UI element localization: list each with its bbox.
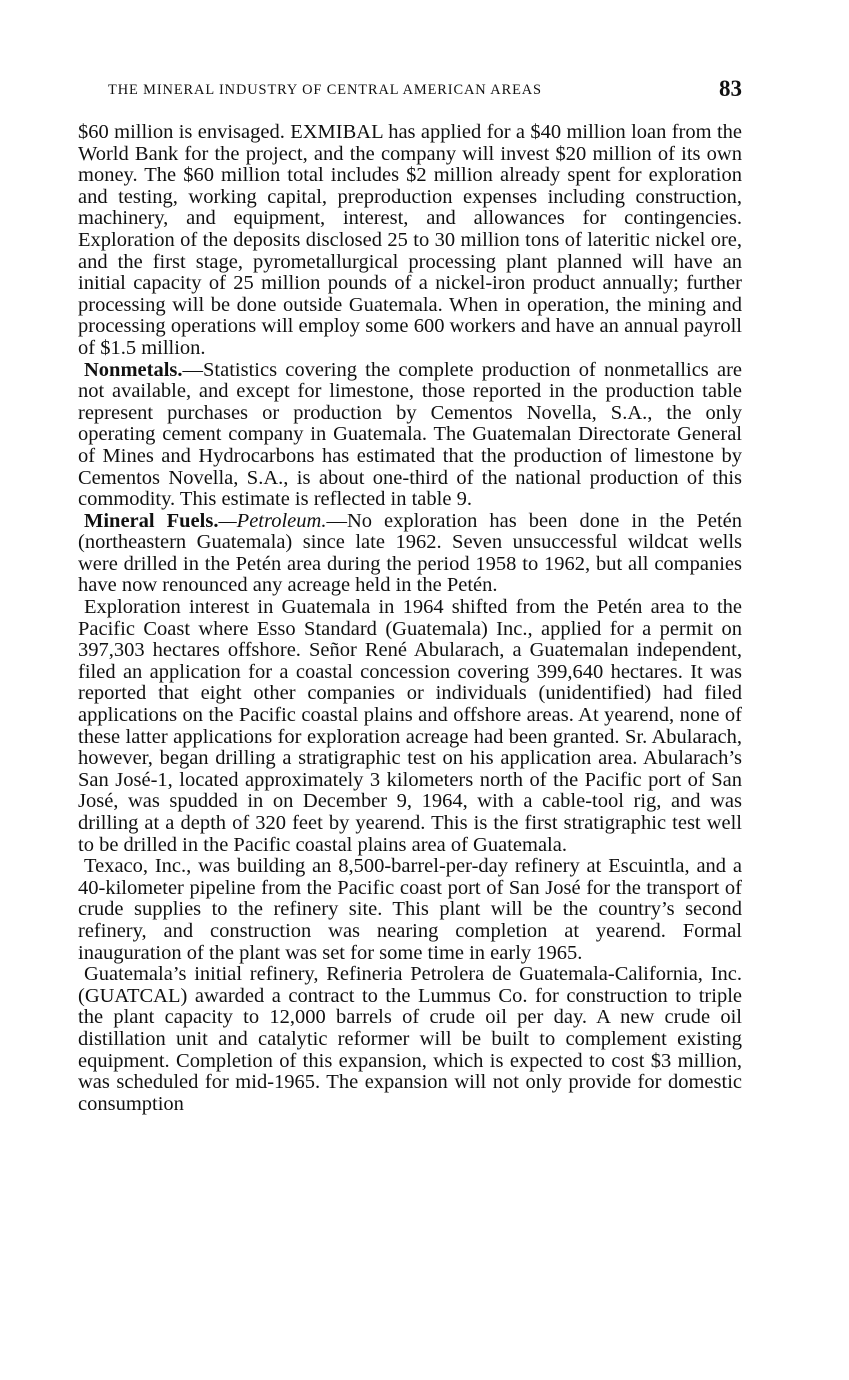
paragraph-text: Exploration interest in Guatemala in 1964 shifted from the Petén area to the Pacific Coast where Esso Standard (Guatemala) Inc., applied for a permit on 397,303 hectares offshore. Señor René Abularach, a Guatemalan independent, filed an application for a coastal concession covering 399,640 hectares. It was reported that eight other companies or individuals (unidentified) had filed applications on the Pacific coastal plains and offshore areas. At yearend, none of these latter applications for exploration acreage had been granted. Sr. Abularach, however, began drilling a stratigraphic test on his application area. Abularach’s San José-1, located approximately 3 kilometers north of the Pacific port of San José, was spudded in on December 9, 1964, with a cable-tool rig, and was drilling at a depth of 320 feet by yearend. This is the first stratigraphic test well to be drilled in the Pacific coastal plains area of Guatemala. (78, 596, 742, 856)
paragraph-text: —Statistics covering the complete production of nonmetallics are not available, and except for limestone, those reported in the production table represent purchases or production by Cementos Novella, S.A., the only operating cement company in Guatemala. The Guatemalan Directorate General of Mines and Hydrocarbons has estimated that the production of limestone by Cementos Novella, S.A., is about one-third of the national production of this commodity. This estimate is reflected in table 9. (78, 358, 742, 511)
section-heading-nonmetals: Nonmetals. (84, 358, 183, 381)
paragraph-text: $60 million is envisaged. EXMIBAL has applied for a $40 million loan from the World Bank for the project, and the company will invest $20 million of its own money. The $60 million total includes $2 million already spent for exploration and testing, working capital, preproduction expenses including construction, machinery, and equipment, interest, and allowances for contingencies. Exploration of the deposits disclosed 25 to 30 million tons of lateritic nickel ore, and the first stage, pyrometallurgical processing plant planned will have an initial capacity of 25 million pounds of a nickel-iron product annually; further processing will be done outside Guatemala. When in operation, the mining and processing operations will employ some 600 workers and have an annual payroll of $1.5 million. (78, 121, 742, 359)
subheading-petroleum: —Petroleum. (218, 509, 327, 532)
section-heading-mineral-fuels: Mineral Fuels. (84, 509, 219, 532)
paragraph-texaco-refinery (78, 856, 742, 964)
paragraph-text: Guatemala’s initial refinery, Refineria Petrolera de Guatemala-California, Inc. (GUATCAL) awarded a contract to the Lummus Co. for construction to triple the plant capacity to 12,000 barrels of crude oil per day. A new crude oil distillation unit and catalytic reformer will be built to complement existing equipment. Completion of this expansion, which is expected to cost $3 million, was scheduled for mid-1965. The expansion will not only provide for domestic consumption (78, 963, 742, 1115)
paragraph-pacific-exploration (78, 597, 742, 856)
paragraph-text: Texaco, Inc., was building an 8,500-barrel-per-day refinery at Escuintla, and a 40-kilometer pipeline from the Pacific coast port of San José for the transport of crude supplies to the refinery site. This plant will be the country’s second refinery, and construction was nearing completion at yearend. Formal inauguration of the plant was set for some time in early 1965. (78, 855, 742, 964)
paragraph-exmibal-financing (78, 122, 742, 360)
page-number: 83 (719, 76, 742, 101)
paragraph-guatcal-refinery (78, 964, 742, 1115)
running-title: THE MINERAL INDUSTRY OF CENTRAL AMERICAN AREAS (108, 82, 542, 98)
paragraph-nonmetals (78, 360, 742, 511)
paragraph-text: —No exploration has been done in the Petén (northeastern Guatemala) since late 1962. Seven unsuccessful wildcat wells were drilled in the Petén area during the period 1958 to 1962, but all companies have now renounced any acreage held in the Petén. (78, 509, 742, 597)
body-text (78, 122, 742, 1115)
running-head (108, 78, 742, 106)
paragraph-mineral-fuels (78, 511, 742, 597)
